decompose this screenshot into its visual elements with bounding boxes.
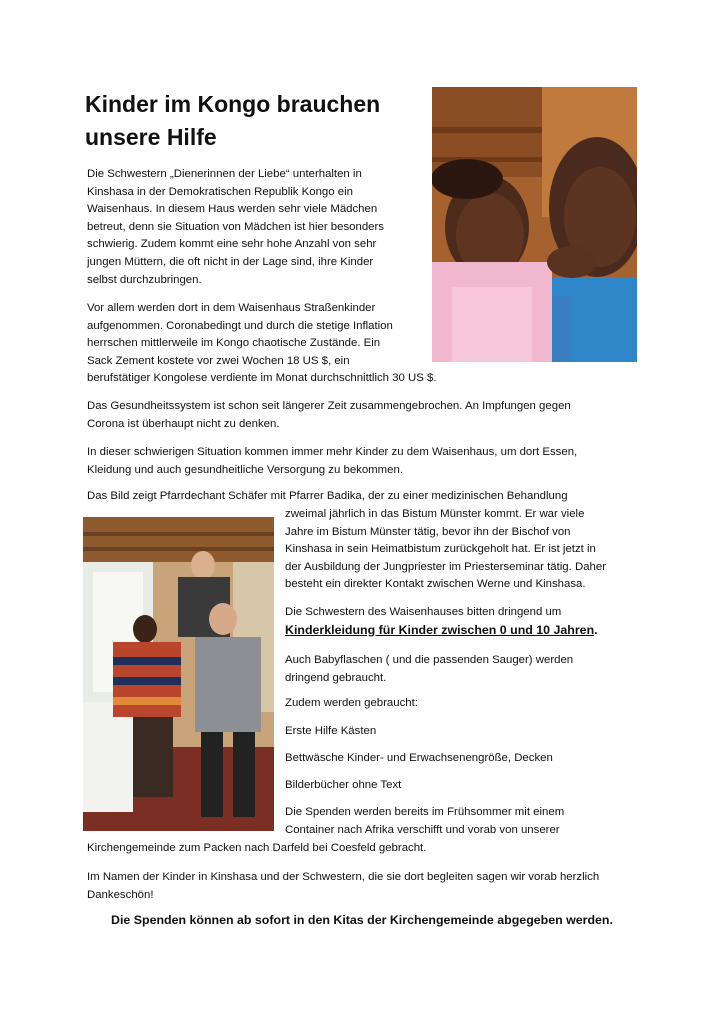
text-line: Kirchengemeinde zum Packen nach Darfeld bei Coesfeld gebracht. (87, 842, 427, 854)
paragraph-photo-caption-first: Das Bild zeigt Pfarrdechant Schäfer mit Pfarrer Badika, der zu einer medizinischen Behandlung (87, 490, 568, 502)
text-line: Kinshasa in sein Heimatbistum zurückgeholt hat. Er ist jetzt in (285, 543, 596, 556)
paragraph-street-children (87, 300, 507, 388)
period: . (594, 622, 598, 637)
needed-intro: Zudem werden gebraucht: (285, 697, 418, 709)
text-line: zweimal jährlich in das Bistum Münster kommt. Er war viele (285, 508, 585, 520)
page-title: Kinder im Kongo brauchen unsere Hilfe (85, 91, 381, 150)
paragraph-intro (87, 166, 427, 289)
text-line: Container nach Afrika verschifft und vorab von unserer (285, 824, 560, 836)
text-line: Waisenhaus. In diesem Haus werden sehr viele Mädchen (87, 203, 378, 216)
text-line-emphasis (285, 622, 645, 640)
paragraph-situation (87, 444, 647, 479)
text-line: selbst durchzubringen. (87, 273, 202, 286)
needed-item: Erste Hilfe Kästen (285, 725, 377, 737)
text-line: Dankeschön! (87, 888, 154, 901)
text-line: Auch Babyflaschen ( und die passenden Sauger) werden (285, 654, 574, 666)
needed-item: Bilderbücher ohne Text (285, 779, 402, 791)
text-line: Das Gesundheitssystem ist schon seit längerer Zeit zusammengebrochen. An Impfungen gegen (87, 400, 571, 412)
text-line: Corona ist überhaupt nicht zu denken. (87, 417, 280, 430)
paragraph-health-system (87, 398, 647, 433)
text-line: berufstätiger Kongolese verdiente im Monat durchschnittlich 30 US $. (87, 372, 437, 385)
text-line: schwierig. Zudem kommt eine sehr hohe Anzahl von sehr (87, 238, 377, 251)
text-line: Sack Zement kostete vor zwei Wochen 18 US $, ein (87, 354, 350, 367)
photo-priests (83, 517, 274, 831)
paragraph-request (285, 604, 645, 639)
paragraph-baby-bottles (285, 652, 645, 687)
text-line: Die Spenden werden bereits im Frühsommer mit einem (285, 806, 565, 818)
text-line: der Ausbildung der Jungpriester im Priesterseminar tätig. Daher (285, 560, 606, 573)
text-line: besteht ein direkter Kontakt zwischen Werne und Kinshasa. (285, 578, 586, 591)
needed-item: Bettwäsche Kinder- und Erwachsenengröße, Decken (285, 752, 553, 764)
text-line: Die Schwestern des Waisenhauses bitten dringend um (285, 606, 562, 618)
text-line: aufgenommen. Coronabedingt und durch die stetige Inflation (87, 319, 393, 332)
text-line: Kinshasa in der Demokratischen Republik Kongo ein (87, 185, 353, 198)
text-line: Im Namen der Kinder in Kinshasa und der Schwestern, die sie dort begleiten sagen wir vorab herzlich (87, 871, 600, 883)
clothing-request: Kinderkleidung für Kinder zwischen 0 und 10 Jahren (285, 622, 595, 637)
text-line: herrschen mittlerweile im Kongo chaotische Zustände. Ein (87, 337, 381, 350)
text-line: betreut, denn sie Situation von Mädchen ist hier besonders (87, 220, 384, 233)
paragraph-thanks (87, 869, 657, 904)
text-line: Kleidung und auch gesundheitliche Versorgung zu bekommen. (87, 463, 403, 476)
text-line: In dieser schwierigen Situation kommen immer mehr Kinder zu dem Waisenhaus, um dort Essen, (87, 446, 578, 458)
text-line: Vor allem werden dort in dem Waisenhaus Straßenkinder (87, 302, 376, 314)
text-line: jungen Müttern, die oft nicht in der Lage sind, ihre Kinder (87, 255, 374, 268)
text-line: dringend gebraucht. (285, 671, 387, 684)
closing-note: Die Spenden können ab sofort in den Kitas der Kirchengemeinde abgegeben werden. (111, 913, 613, 927)
paragraph-photo-caption (285, 506, 645, 594)
text-line: Die Schwestern „Dienerinnen der Liebe“ unterhalten in (87, 168, 362, 180)
text-line: Jahre im Bistum Münster tätig, bevor ihn der Bischof von (285, 525, 571, 538)
